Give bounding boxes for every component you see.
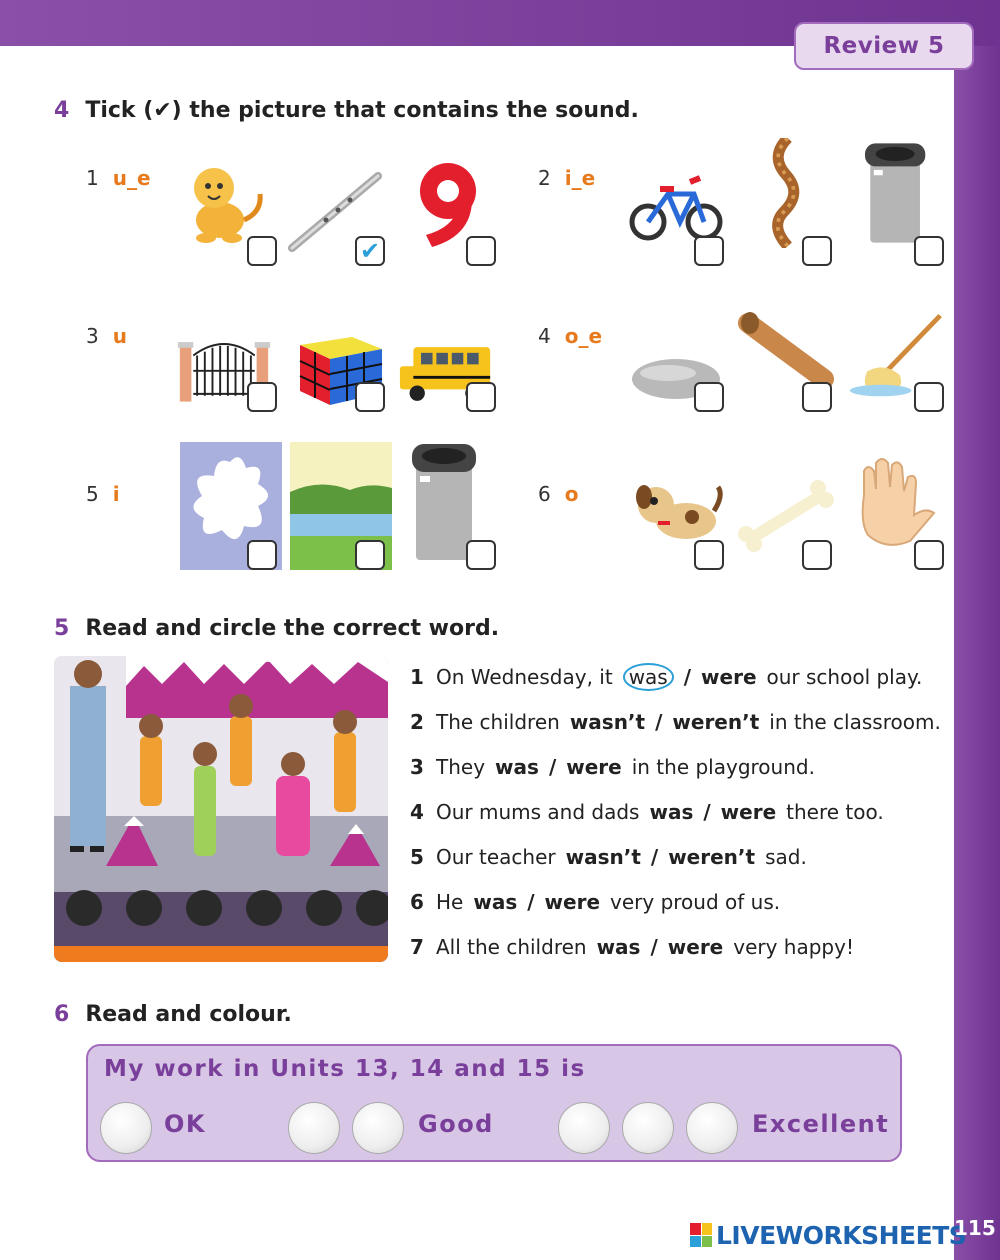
side-band (954, 46, 1000, 1260)
item-sound: u_e (112, 166, 151, 190)
item-number: 5 (86, 482, 99, 506)
sentence-number: 6 (410, 889, 424, 914)
word-option[interactable]: was (596, 934, 641, 959)
smiley-face-icon[interactable] (288, 1102, 340, 1154)
tick-box[interactable] (355, 540, 385, 570)
sentence-text: On Wednesday, it (436, 664, 613, 689)
item-sound: i_e (564, 166, 596, 190)
tick-box[interactable] (247, 540, 277, 570)
liveworksheets-logo-icon (690, 1223, 712, 1247)
smiley-face-icon[interactable] (558, 1102, 610, 1154)
ex4-item-1-label (86, 166, 151, 190)
ex5-number: 5 (54, 616, 70, 641)
sentence-text: very proud of us. (610, 889, 781, 914)
tick-box[interactable] (247, 236, 277, 266)
sentence-3 (410, 744, 950, 789)
rating-label-excellent: Excellent (752, 1110, 890, 1138)
smiley-face-icon[interactable] (686, 1102, 738, 1154)
item-sound: u (112, 324, 127, 348)
option-separator: / (548, 754, 557, 779)
tick-box[interactable] (247, 382, 277, 412)
word-option[interactable]: wasn’t (569, 709, 646, 734)
sentence-number: 4 (410, 799, 424, 824)
sentence-text: there too. (786, 799, 884, 824)
item-number: 3 (86, 324, 99, 348)
word-option[interactable]: was (495, 754, 539, 779)
option-separator: / (527, 889, 535, 914)
word-option[interactable]: was (649, 799, 694, 824)
tick-box[interactable] (694, 540, 724, 570)
sentence-2 (410, 699, 950, 744)
tick-box[interactable] (914, 382, 944, 412)
ex4-number: 4 (54, 98, 70, 123)
word-option[interactable]: weren’t (672, 709, 760, 734)
page-number: 115 (954, 1216, 996, 1240)
tick-box[interactable] (914, 236, 944, 266)
item-sound: i (112, 482, 120, 506)
brand-text: LIVEWORKSHEETS (716, 1220, 967, 1250)
sentence-number: 3 (410, 754, 424, 779)
ex4-heading (54, 98, 639, 123)
option-separator: / (650, 934, 658, 959)
stone-icon (628, 322, 724, 432)
tick-box[interactable] (466, 236, 496, 266)
sentence-text: sad. (765, 844, 807, 869)
item-number: 4 (538, 324, 551, 348)
option-separator: / (655, 709, 663, 734)
sentence-text: All the children (436, 934, 587, 959)
ex4-instruction: Tick (✔) the picture that contains the sound. (85, 98, 639, 123)
tick-box[interactable] (355, 382, 385, 412)
item-sound: o_e (564, 324, 603, 348)
option-separator: / (650, 844, 659, 869)
tick-box[interactable] (802, 540, 832, 570)
word-option[interactable]: were (701, 664, 757, 689)
sentence-text: He (436, 889, 464, 914)
ex6-instruction: Read and colour. (85, 1002, 292, 1027)
school-play-illustration (54, 656, 388, 962)
tick-box-checked[interactable]: ✔ (355, 236, 385, 266)
rating-label-good: Good (418, 1110, 494, 1138)
review-tab-label: Review 5 (823, 33, 945, 59)
word-option[interactable]: were (720, 799, 777, 824)
sentence-number: 5 (410, 844, 424, 869)
sentence-text: The children (436, 709, 560, 734)
tick-box[interactable] (466, 382, 496, 412)
word-option[interactable]: were (566, 754, 622, 779)
word-option[interactable]: were (544, 889, 601, 914)
sentence-1 (410, 654, 950, 699)
ex4-item-3-label (86, 324, 127, 348)
ex6-number: 6 (54, 1002, 70, 1027)
tick-box[interactable] (694, 236, 724, 266)
word-option[interactable]: was (473, 889, 518, 914)
item-number: 6 (538, 482, 551, 506)
sentence-text: in the classroom. (769, 709, 941, 734)
smiley-face-icon[interactable] (100, 1102, 152, 1154)
option-separator: / (683, 664, 692, 689)
review-tab (794, 22, 974, 70)
ex4-item-6-label (538, 482, 578, 506)
ex4-item-5-label (86, 482, 120, 506)
tick-box[interactable] (466, 540, 496, 570)
item-number: 2 (538, 166, 551, 190)
smiley-face-icon[interactable] (622, 1102, 674, 1154)
rope-icon (738, 138, 834, 248)
tick-box[interactable] (802, 382, 832, 412)
word-option-circled[interactable]: was (623, 663, 674, 691)
sentence-text: very happy! (733, 934, 854, 959)
item-number: 1 (86, 166, 99, 190)
sentence-7 (410, 924, 950, 969)
tick-box[interactable] (914, 540, 944, 570)
tick-box[interactable] (802, 236, 832, 266)
option-separator: / (703, 799, 711, 824)
sentence-number: 1 (410, 664, 424, 689)
rating-label-ok: OK (164, 1110, 206, 1138)
self-assessment-title: My work in Units 13, 14 and 15 is (104, 1056, 586, 1082)
sentence-number: 7 (410, 934, 424, 959)
smiley-face-icon[interactable] (352, 1102, 404, 1154)
ex6-heading (54, 1002, 292, 1027)
bin-icon (856, 138, 952, 248)
sentence-text: Our teacher (436, 844, 556, 869)
sentence-5 (410, 834, 950, 879)
sentence-number: 2 (410, 709, 424, 734)
sentence-6 (410, 879, 950, 924)
tick-box[interactable] (694, 382, 724, 412)
ex5-instruction: Read and circle the correct word. (85, 616, 500, 641)
word-option[interactable]: wasn’t (565, 844, 641, 869)
sentence-text: They (436, 754, 486, 779)
ex5-sentences (410, 654, 950, 969)
self-assessment-box (86, 1044, 902, 1162)
word-option[interactable]: were (667, 934, 724, 959)
liveworksheets-brand (690, 1220, 966, 1250)
sentence-text: in the playground. (631, 754, 815, 779)
sentence-text: Our mums and dads (436, 799, 640, 824)
ex5-heading (54, 616, 499, 641)
ex4-item-4-label (538, 324, 602, 348)
sentence-4 (410, 789, 950, 834)
item-sound: o (564, 482, 579, 506)
word-option[interactable]: weren’t (668, 844, 756, 869)
ex4-item-2-label (538, 166, 595, 190)
sentence-text: our school play. (766, 664, 923, 689)
